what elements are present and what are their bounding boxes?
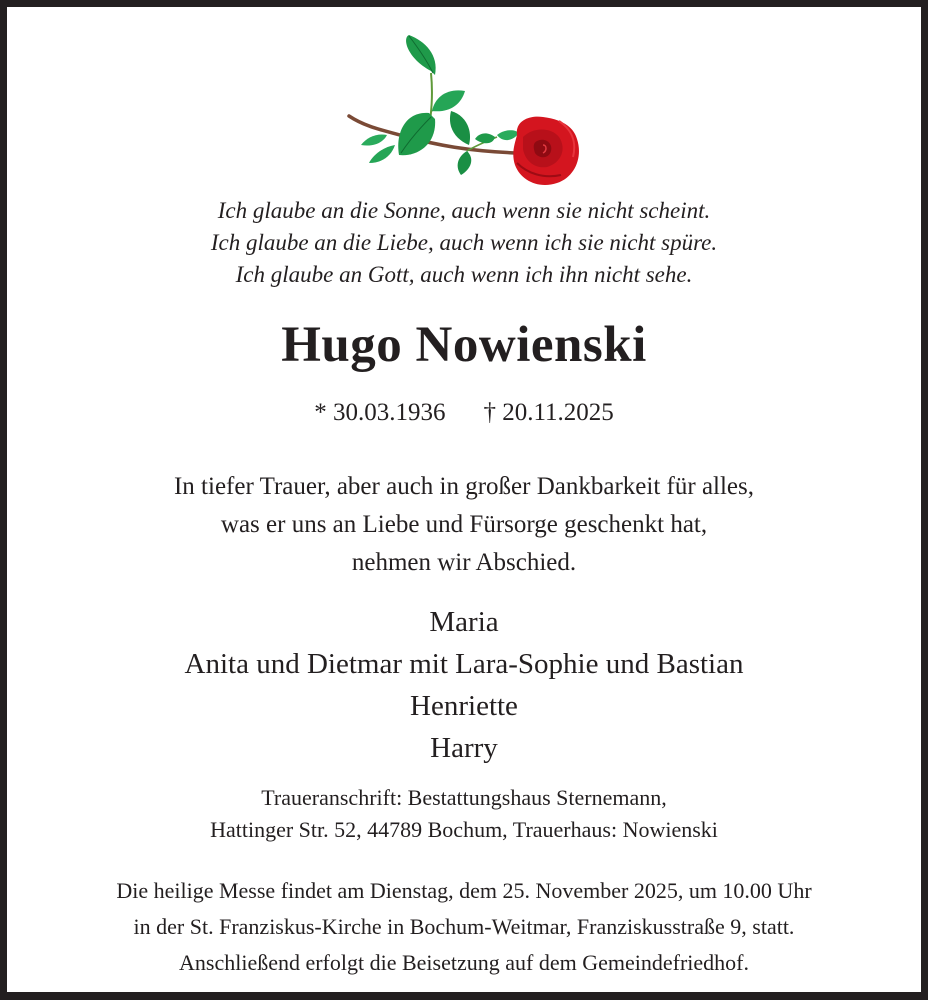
service-info (7, 873, 921, 981)
obituary-notice (7, 7, 921, 992)
mourner: Henriette (410, 690, 518, 722)
birth-date: * 30.03.1936 (314, 399, 446, 426)
poem-line: Ich glaube an Gott, auch wenn ich ihn nicht sehe. (235, 262, 693, 287)
mourners-list (7, 601, 921, 769)
service-line: Die heilige Messe findet am Dienstag, dem 25. November 2025, um 10.00 Uhr (116, 878, 812, 903)
red-rose-icon (347, 33, 592, 193)
poem-line: Ich glaube an die Sonne, auch wenn sie nicht scheint. (217, 198, 711, 223)
address-line: Traueranschrift: Bestattungshaus Sternemann, (261, 785, 667, 810)
mourner: Anita und Dietmar mit Lara-Sophie und Bastian (184, 648, 744, 680)
address-line: Hattinger Str. 52, 44789 Bochum, Trauerhaus: Nowienski (210, 817, 718, 842)
mourner: Maria (429, 606, 499, 638)
intro-line: In tiefer Trauer, aber auch in großer Dankbarkeit für alles, (173, 473, 755, 500)
death-date: † 20.11.2025 (483, 399, 614, 426)
mourner: Harry (430, 732, 498, 764)
poem-line: Ich glaube an die Liebe, auch wenn ich sie nicht spüre. (210, 230, 718, 255)
deceased-name: Hugo Nowienski (281, 317, 647, 373)
service-line: Anschließend erfolgt die Beisetzung auf dem Gemeindefriedhof. (179, 950, 749, 975)
mourning-address (7, 782, 921, 846)
intro-line: was er uns an Liebe und Fürsorge geschenkt hat, (220, 511, 708, 538)
intro-text (7, 468, 921, 582)
service-line: in der St. Franziskus-Kirche in Bochum-Weitmar, Franziskusstraße 9, statt. (133, 914, 795, 939)
poem (7, 195, 921, 291)
life-dates (7, 396, 921, 430)
intro-line: nehmen wir Abschied. (351, 549, 577, 576)
